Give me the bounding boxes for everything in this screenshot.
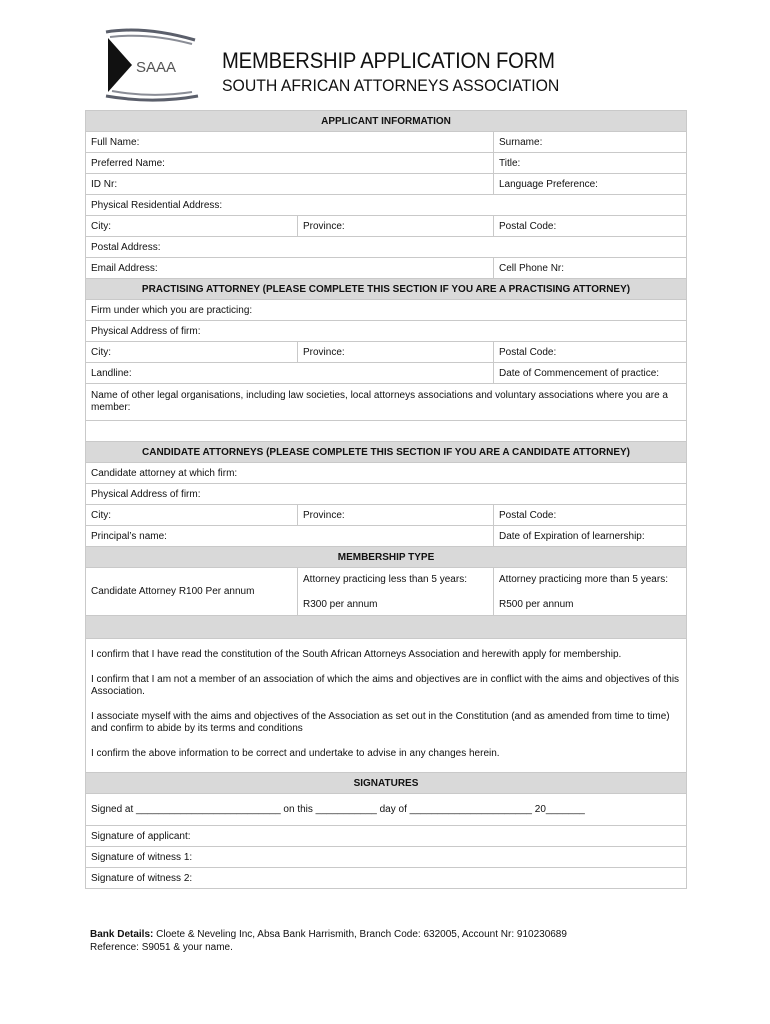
declaration-4: I confirm the above information to be correct and undertake to advise in any changes herein. xyxy=(91,747,500,759)
id-nr-field[interactable]: ID Nr: xyxy=(86,174,494,195)
signatures-section-heading: SIGNATURES xyxy=(86,773,687,794)
form-title: MEMBERSHIP APPLICATION FORM xyxy=(222,48,555,73)
application-form-table xyxy=(85,110,687,889)
witness-1-signature-field[interactable]: Signature of witness 1: xyxy=(86,847,687,868)
province-field[interactable]: Province: xyxy=(298,216,494,237)
logo-text: SAAA xyxy=(136,59,177,76)
practising-firm-field[interactable]: Firm under which you are practicing: xyxy=(86,300,687,321)
candidate-province-field[interactable]: Province: xyxy=(298,505,494,526)
bank-reference: Reference: S9051 & your name. xyxy=(90,942,233,953)
learnership-expiration-field[interactable]: Date of Expiration of learnership: xyxy=(494,526,687,547)
bank-details-text: Cloete & Neveling Inc, Absa Bank Harrismith, Branch Code: 632005, Account Nr: 910230689 xyxy=(153,929,567,940)
bank-details xyxy=(90,928,680,954)
surname-field[interactable]: Surname: xyxy=(494,132,687,153)
practising-firm-address-field[interactable]: Physical Address of firm: xyxy=(86,321,687,342)
cell-phone-field[interactable]: Cell Phone Nr: xyxy=(494,258,687,279)
membership-section-heading: MEMBERSHIP TYPE xyxy=(86,547,687,568)
declarations-block xyxy=(86,639,687,773)
bank-details-label: Bank Details: xyxy=(90,929,154,940)
declaration-3: I associate myself with the aims and objectives of the Association as set out in the Constitution (and as amended from time to time) and confirm to abide by its terms and conditions xyxy=(91,710,670,734)
membership-more-5-label: Attorney practicing more than 5 years: xyxy=(499,574,668,585)
applicant-signature-field[interactable]: Signature of applicant: xyxy=(86,826,687,847)
candidate-postal-code-field[interactable]: Postal Code: xyxy=(494,505,687,526)
practising-province-field[interactable]: Province: xyxy=(298,342,494,363)
candidate-firm-address-field[interactable]: Physical Address of firm: xyxy=(86,484,687,505)
postal-code-field[interactable]: Postal Code: xyxy=(494,216,687,237)
preferred-name-field[interactable]: Preferred Name: xyxy=(86,153,494,174)
form-subtitle: SOUTH AFRICAN ATTORNEYS ASSOCIATION xyxy=(222,76,560,95)
other-organisations-answer[interactable] xyxy=(86,421,687,442)
full-name-field[interactable]: Full Name: xyxy=(86,132,494,153)
candidate-city-field[interactable]: City: xyxy=(86,505,298,526)
candidate-section-heading: CANDIDATE ATTORNEYS (PLEASE COMPLETE THIS SECTION IF YOU ARE A CANDIDATE ATTORNEY) xyxy=(86,442,687,463)
practising-section-heading: PRACTISING ATTORNEY (PLEASE COMPLETE THIS SECTION IF YOU ARE A PRACTISING ATTORNEY) xyxy=(86,279,687,300)
declaration-2: I confirm that I am not a member of an association of which the aims and objectives are in conflict with the aims and objectives of this Association. xyxy=(91,673,680,697)
practising-city-field[interactable]: City: xyxy=(86,342,298,363)
membership-less-5-option[interactable] xyxy=(298,568,494,616)
commencement-date-field[interactable]: Date of Commencement of practice: xyxy=(494,363,687,384)
other-organisations-field[interactable]: Name of other legal organisations, including law societies, local attorneys associations and voluntary associations where you are a member: xyxy=(86,384,687,421)
grey-divider xyxy=(86,616,687,639)
witness-2-signature-field[interactable]: Signature of witness 2: xyxy=(86,868,687,889)
practising-postal-code-field[interactable]: Postal Code: xyxy=(494,342,687,363)
title-field[interactable]: Title: xyxy=(494,153,687,174)
signed-at-field[interactable]: Signed at __________________________ on this ___________ day of ______________________ 20_______ xyxy=(86,794,687,826)
declaration-1: I confirm that I have read the constitution of the South African Attorneys Association and herewith apply for membership. xyxy=(91,649,622,660)
membership-candidate-option[interactable]: Candidate Attorney R100 Per annum xyxy=(86,568,298,616)
candidate-firm-field[interactable]: Candidate attorney at which firm: xyxy=(86,463,687,484)
membership-more-5-price: R500 per annum xyxy=(499,599,574,610)
landline-field[interactable]: Landline: xyxy=(86,363,494,384)
physical-address-field[interactable]: Physical Residential Address: xyxy=(86,195,687,216)
membership-less-5-label: Attorney practicing less than 5 years: xyxy=(303,574,467,585)
language-preference-field[interactable]: Language Preference: xyxy=(494,174,687,195)
saaa-logo xyxy=(100,26,205,106)
applicant-section-heading: APPLICANT INFORMATION xyxy=(86,111,687,132)
email-field[interactable]: Email Address: xyxy=(86,258,494,279)
postal-address-field[interactable]: Postal Address: xyxy=(86,237,687,258)
membership-less-5-price: R300 per annum xyxy=(303,599,378,610)
membership-more-5-option[interactable] xyxy=(494,568,687,616)
city-field[interactable]: City: xyxy=(86,216,298,237)
principal-name-field[interactable]: Principal’s name: xyxy=(86,526,494,547)
